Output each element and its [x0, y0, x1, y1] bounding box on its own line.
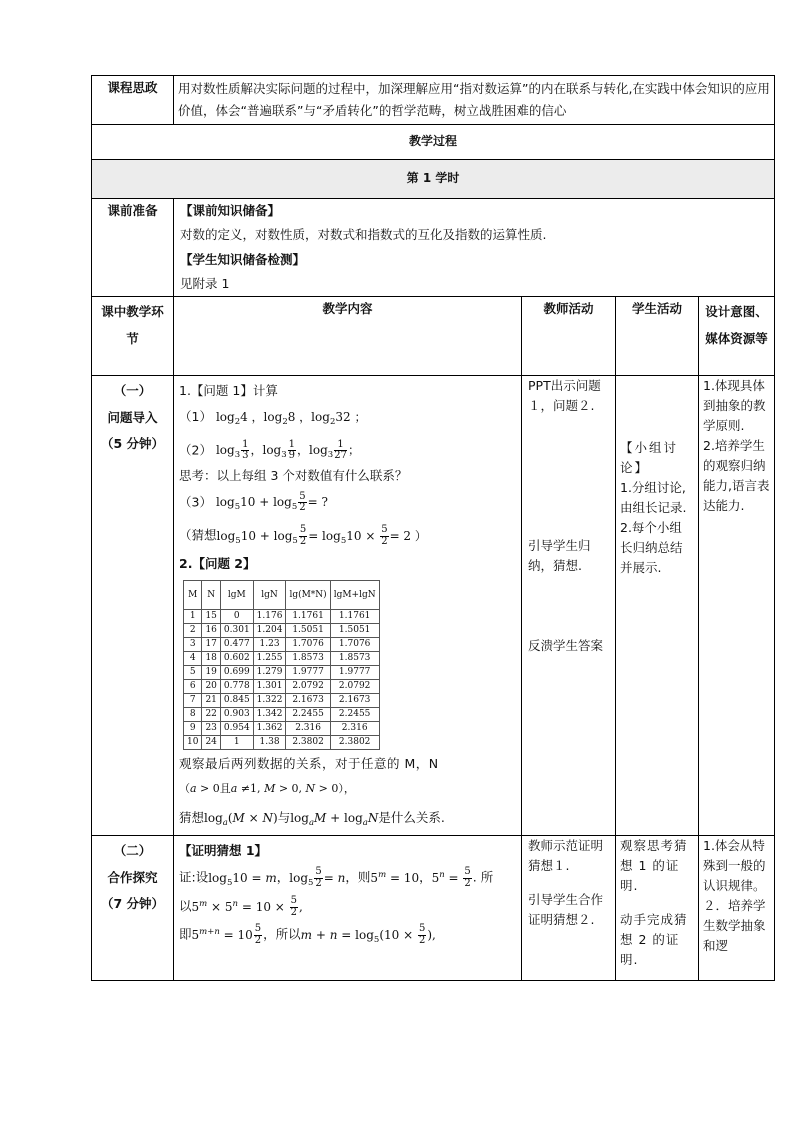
log-data-cell: 5	[184, 666, 202, 680]
conjecture-right: $\log_aM + \log_aN$	[290, 810, 379, 828]
stage2-design-1: 1.体会从特殊到一般的认识规律。	[703, 838, 766, 894]
stage2-design-2: ２．培养学生数学抽象和逻	[703, 898, 766, 954]
stage2-teacher-2: 引导学生合作证明猜想２.	[528, 892, 604, 928]
condition-formula: （a > 0且a ≠1, M > 0, N > 0），	[179, 782, 355, 796]
proof-title: 【证明猜想 1】	[179, 843, 268, 859]
log-data-cell: 1.176	[253, 610, 286, 624]
q1-part1-formula: $\log_24$ ，$\log_28$ ，$\log_232$ ；	[215, 410, 367, 428]
prep-text-1: 对数的定义，对数性质，对数式和指数式的互化及指数的运算性质.	[180, 227, 547, 243]
log-data-cell: 1.342	[253, 708, 286, 722]
log-data-cell: 8	[184, 708, 202, 722]
conjecture-mid: 与	[277, 809, 291, 825]
log-data-row	[184, 666, 380, 680]
log-data-cell: 10	[184, 736, 202, 750]
log-data-cell: 3	[184, 638, 202, 652]
log-data-cell: 2.316	[286, 722, 330, 736]
proof-formula-1: $\log_510 = m$	[208, 870, 277, 888]
prep-content	[174, 198, 775, 297]
log-data-cell: 1	[184, 610, 202, 624]
log-data-row	[184, 694, 380, 708]
q1-part1-prefix: （1）	[179, 409, 212, 425]
proof-line-2	[179, 896, 516, 918]
log-data-header-cell: lgN	[253, 581, 286, 610]
log-data-cell: 2.1673	[330, 694, 379, 708]
stage1-row	[92, 376, 775, 836]
log-data-cell: 20	[202, 680, 220, 694]
proof-line2-prefix: 以	[179, 898, 192, 914]
proof-prefix: 证:设	[179, 869, 209, 885]
proof-formula-7: $m + n = \log_5(10$ × $\frac{5}{2}$ ),	[300, 923, 436, 946]
stage1-teacher-1: PPT出示问题１，问题２.	[528, 378, 601, 414]
log-data-cell: 2.0792	[286, 680, 330, 694]
proof-line3-prefix: 即	[179, 926, 192, 942]
stage1-label	[92, 376, 174, 836]
prep-text-2: 见附录 1	[180, 275, 230, 291]
log-data-cell: 1.9777	[330, 666, 379, 680]
log-data-cell: 1.362	[253, 722, 286, 736]
stage2-label	[92, 836, 174, 981]
proof-sep-4: . 所	[472, 869, 494, 885]
ideology-text: 用对数性质解决实际问题的过程中，加深理解应用“指对数运算”的内在联系与转化,在实践中体会知识的应用价值，体会“普遍联系”与“矛盾转化”的哲学范畴，树立战胜困难的信心	[174, 76, 775, 125]
log-data-cell: 2.1673	[286, 694, 330, 708]
proof-line-1	[179, 867, 516, 890]
q1-guess-prefix: （猜想	[179, 527, 217, 543]
col-header-design: 设计意图、媒体资源等	[699, 297, 775, 376]
log-data-header-cell: lgM	[220, 581, 253, 610]
log-data-cell: 0.954	[220, 722, 253, 736]
q1-guess-formula: $\log_510 + \log_5$ $\frac{5}{2}$ = $\log_510$ × $\frac{5}{2}$ = 2 ）	[216, 524, 427, 547]
stage2-label-time: （7 分钟）	[100, 895, 165, 911]
stage1-design-2: 2.培养学生的观察归纳能力,语言表达能力.	[703, 438, 770, 514]
observe-text: 观察最后两列数据的关系，对于任意的 M，N	[179, 756, 439, 772]
stage2-teacher-1: 教师示范证明猜想１.	[528, 838, 604, 874]
log-data-cell: 1.301	[253, 680, 286, 694]
log-data-cell: 1.255	[253, 652, 286, 666]
period-header: 第 1 学时	[92, 159, 775, 198]
stage2-student-2: 动手完成猜想 2 的证明.	[620, 912, 688, 968]
log-data-cell: 22	[202, 708, 220, 722]
stage1-teacher-3: 反溃学生答案	[528, 638, 604, 654]
log-data-cell: 2.0792	[330, 680, 379, 694]
log-data-cell: 7	[184, 694, 202, 708]
stage1-design-1: 1.体现具体到抽象的教学原则.	[703, 378, 766, 434]
proof-formula-6: $5^{m+n} = 10$ $\frac{5}{2}$	[191, 923, 262, 946]
prep-label: 课前准备	[92, 198, 174, 297]
process-header: 教学过程	[92, 124, 775, 159]
stage1-teacher-2: 引导学生归纳，猜想.	[528, 538, 591, 574]
stage2-label-name: 合作探究	[107, 869, 158, 885]
question1-title: 1.【问题 1】计算	[179, 383, 278, 399]
log-data-row	[184, 610, 380, 624]
proof-formula-2: $\log_5$ $\frac{5}{2}$ = n	[289, 866, 346, 889]
log-data-row	[184, 736, 380, 750]
stage2-label-num: （二）	[113, 843, 152, 859]
ideology-label: 课程思政	[92, 76, 174, 125]
log-data-cell: 1.1761	[330, 610, 379, 624]
log-data-cell: 19	[202, 666, 220, 680]
stage1-label-time: （5 分钟）	[100, 435, 165, 451]
log-data-header-cell: N	[202, 581, 220, 610]
stage1-student	[616, 376, 699, 836]
log-data-row	[184, 722, 380, 736]
stage1-design	[699, 376, 775, 836]
col-header-student: 学生活动	[616, 297, 699, 376]
log-data-cell: 0.602	[220, 652, 253, 666]
log-data-cell: 0.477	[220, 638, 253, 652]
proof-line-3	[179, 924, 516, 947]
col-header-stage-text: 课中教学环节	[101, 304, 164, 346]
proof-sep-3: ，	[419, 869, 432, 885]
q1-part3-prefix: （3）	[179, 494, 212, 510]
log-data-header-cell: lgM+lgN	[330, 581, 379, 610]
q1-part2-formula: $\log_3$ $\frac{1}{3}$ ，$\log_3$ $\frac{1}{9}$ ，$\log_3$ $\frac{1}{27}$ ；	[215, 438, 360, 462]
prep-heading-2: 【学生知识储备检测】	[180, 251, 306, 267]
log-data-cell: 17	[202, 638, 220, 652]
log-data-cell: 0.778	[220, 680, 253, 694]
question2-title: 2.【问题 2】	[179, 556, 256, 572]
log-data-cell: 21	[202, 694, 220, 708]
log-data-cell: 1.9777	[286, 666, 330, 680]
stage1-content	[174, 376, 522, 836]
log-data-cell: 0.301	[220, 624, 253, 638]
log-data-cell: 2.2455	[286, 708, 330, 722]
stage1-label-name: 问题导入	[107, 409, 158, 425]
proof-formula-3: $5^m = 10$	[370, 869, 420, 885]
proof-formula-5: $5^m \times 5^n = 10$ × $\frac{5}{2}$ ,	[191, 895, 303, 918]
log-data-row	[184, 638, 380, 652]
lesson-plan-page	[91, 75, 774, 981]
conjecture-line	[179, 808, 516, 831]
stage2-student-1: 观察思考猜想 1 的证明.	[620, 838, 688, 894]
prep-heading-1: 【课前知识储备】	[180, 202, 281, 218]
log-data-cell: 1.7076	[330, 638, 379, 652]
stage1-teacher	[522, 376, 616, 836]
question1-part2	[179, 440, 516, 463]
lesson-plan-table	[91, 75, 775, 981]
period-header-row	[92, 159, 775, 198]
log-data-cell: 0	[220, 610, 253, 624]
log-data-cell: 1.8573	[286, 652, 330, 666]
log-data-cell: 1.5051	[286, 624, 330, 638]
stage1-student-1: 1.分组讨论,由组长记录.	[620, 480, 687, 516]
log-data-cell: 0.845	[220, 694, 253, 708]
log-data-cell: 16	[202, 624, 220, 638]
log-data-cell: 2.3802	[286, 736, 330, 750]
stage1-student-title: 【小组讨论】	[620, 440, 679, 476]
log-data-cell: 1.1761	[286, 610, 330, 624]
log-data-cell: 1.322	[253, 694, 286, 708]
q1-part3-formula: $\log_510 + \log_5$ $\frac{5}{2}$ = ?	[215, 490, 328, 514]
stage1-student-2: 2.每个小组长归纳总结并展示.	[620, 520, 683, 576]
column-header-row	[92, 297, 775, 376]
log-data-cell: 2	[184, 624, 202, 638]
proof-sep-1: ，	[276, 869, 290, 885]
conjecture-suffix: 是什么关系.	[378, 809, 445, 825]
log-data-cell: 0.699	[220, 666, 253, 680]
log-data-cell: 1.279	[253, 666, 286, 680]
question1-guess	[179, 525, 516, 548]
proof-sep-2: ，则	[345, 869, 371, 885]
log-data-header-cell: M	[184, 581, 202, 610]
log-data-header-row	[184, 581, 380, 610]
log-data-cell: 1.23	[253, 638, 286, 652]
log-data-cell: 2.2455	[330, 708, 379, 722]
log-data-row	[184, 624, 380, 638]
conjecture-prefix: 猜想	[179, 809, 205, 825]
prep-row	[92, 198, 775, 297]
log-data-cell: 4	[184, 652, 202, 666]
log-data-cell: 6	[184, 680, 202, 694]
stage1-label-num: （一）	[113, 383, 152, 399]
log-data-row	[184, 680, 380, 694]
log-data-cell: 2.316	[330, 722, 379, 736]
log-data-header-cell: lg(M*N)	[286, 581, 330, 610]
log-data-cell: 18	[202, 652, 220, 666]
log-data-row	[184, 708, 380, 722]
stage2-row	[92, 836, 775, 981]
log-data-cell: 15	[202, 610, 220, 624]
log-data-cell: 1.204	[253, 624, 286, 638]
log-data-cell: 9	[184, 722, 202, 736]
stage2-teacher	[522, 836, 616, 981]
think-question: 思考：以上每组 3 个对数值有什么联系？	[179, 467, 408, 483]
log-data-cell: 24	[202, 736, 220, 750]
log-data-cell: 2.3802	[330, 736, 379, 750]
log-data-cell: 1.5051	[330, 624, 379, 638]
log-data-cell: 23	[202, 722, 220, 736]
q1-part2-prefix: （2）	[179, 442, 212, 458]
stage2-student	[616, 836, 699, 981]
process-header-row	[92, 124, 775, 159]
proof-line3-mid: ，所以	[263, 926, 301, 942]
conjecture-left: $\log_a(M \times N)$	[204, 810, 278, 828]
log-data-cell: 1.8573	[330, 652, 379, 666]
col-header-stage	[92, 297, 174, 376]
col-header-content: 教学内容	[174, 297, 522, 376]
log-data-cell: 0.903	[220, 708, 253, 722]
col-header-teacher: 教师活动	[522, 297, 616, 376]
stage2-content	[174, 836, 522, 981]
question1-part1	[179, 407, 516, 430]
log-data-cell: 1.38	[253, 736, 286, 750]
log-data-cell: 1	[220, 736, 253, 750]
ideology-row	[92, 76, 775, 125]
log-data-table	[183, 580, 380, 750]
proof-formula-4: $5^n$ = $\frac{5}{2}$	[431, 866, 471, 889]
log-data-row	[184, 652, 380, 666]
log-data-cell: 1.7076	[286, 638, 330, 652]
stage2-design	[699, 836, 775, 981]
question1-part3	[179, 492, 516, 515]
